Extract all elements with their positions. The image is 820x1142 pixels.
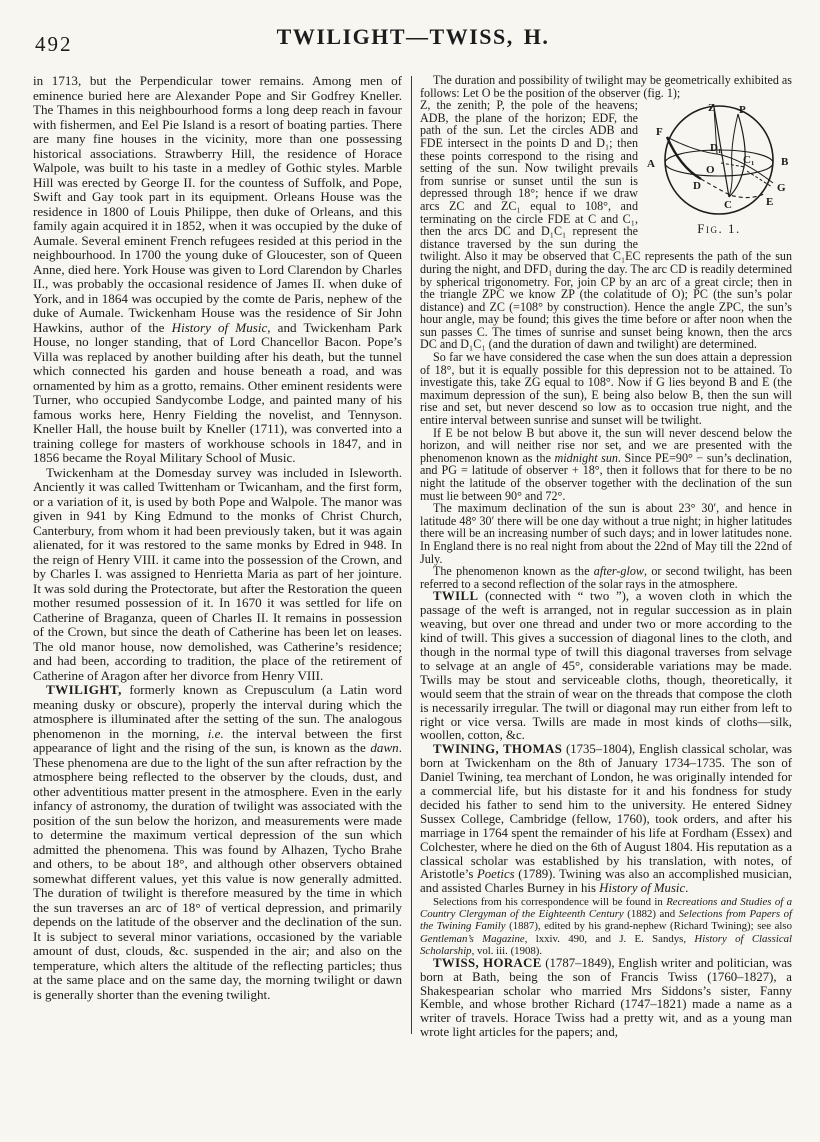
italic-text: History of Music bbox=[171, 319, 268, 335]
text-run: If E be not below B but above it, the sun will never descend below the horizon, and will neither rise nor set, and we are presented with the phenomenon known as the bbox=[420, 425, 792, 465]
fig-label-f: F bbox=[656, 126, 663, 139]
paragraph bbox=[420, 565, 792, 590]
fig-label-g: G bbox=[777, 182, 786, 195]
paragraph bbox=[420, 351, 792, 427]
paragraph bbox=[420, 74, 792, 99]
page-header bbox=[33, 24, 793, 64]
paragraph bbox=[33, 683, 402, 1002]
paragraph bbox=[420, 502, 792, 565]
page-title: TWILIGHT—TWISS, H. bbox=[276, 24, 550, 49]
text-run: . Since PE=90° − sun’s declination, and PG = latitude of observer + 18°, then it follows that for there to be no night the latitude of the observer together with the declination of the sun must lie between 90° and 72°. bbox=[420, 450, 792, 503]
paragraph bbox=[420, 427, 792, 503]
italic-text: Poetics bbox=[476, 867, 515, 882]
text-run: The duration and possibility of twilight may be geometrically exhibited as follows: Let O be the position of the observer (fig. 1); bbox=[420, 73, 792, 100]
entry-headword: TWILIGHT, bbox=[46, 682, 122, 697]
twilight-sphere-diagram-icon bbox=[646, 101, 792, 217]
italic-text: Selections from Papers of the Twining Family bbox=[420, 908, 792, 933]
text-run: . These phenomena are due to the light of the sun after refraction by the atmosphere being reflected to the observer by the clouds, dust, and other adventitious matter present in the atmosphere. Even in the early infancy of astronomy, the duration of twilight was associated with the position of the sun below the horizon, and measurements were made to determine the maximum vertical depression of the sun which admitted the phenomena. This was found by Alhazen, Tycho Brahe and others, to be about 18°, and although other observers obtained somewhat different values, yet this value is now generally admitted. The duration of twilight is therefore measured by the time in which the sun traverses an arc of 18° of vertical depression, and primarily depends on the latitude of the observer and the declination of the sun. It is subject to several minor variations, occasioned by the variable amount of dust, clouds, &c. suspended in the air; and also on the temperature, which alters the altitude of the reflecting particles; thus at the same place and on the same day, the morning twilight or dawn is generally shorter than the evening twilight. bbox=[33, 740, 402, 1002]
fig-label-e: E bbox=[766, 196, 774, 209]
text-run: (1882) and bbox=[623, 908, 679, 921]
paragraph bbox=[420, 590, 792, 743]
fig-label-d: D bbox=[693, 180, 701, 193]
text-run: Selections from his correspondence will be found in bbox=[433, 896, 667, 909]
text-run: (1887), edited by his grand-nephew (Richard Twining); see also bbox=[505, 920, 792, 933]
paragraph bbox=[33, 74, 402, 466]
figure-caption: Fig. 1. bbox=[697, 221, 741, 237]
text-run: , and Twickenham Park House, no longer standing, that of Lord Chancellor Bacon. Pope’s Villa was replaced by another building after his death, but the tunnel which connected his garden and house beneath a road, and was ornamented by him as a grotto, remains. Other eminent residents were Turner, who occupied Sandycombe Lodge, and painted many of his famous works here, Henry Fielding the novelist, and Tennyson. Kneller Hall, the house built by Kneller (1711), was converted into a training college for masters of workhouse schools in 1847, and in 1856 became the Royal Military School of Music. bbox=[33, 319, 402, 465]
text-run: (1789). Twining was also an accomplished musician, and assisted Charles Burney in his bbox=[420, 867, 792, 896]
italic-text: i.e. bbox=[207, 725, 224, 741]
italic-text: Recreations and Studies of a Country Clergyman of the Eighteenth Century bbox=[420, 896, 792, 921]
paragraph bbox=[420, 957, 792, 1040]
right-column bbox=[420, 74, 792, 1040]
text-run: Z, the zenith; P, the pole of the heavens; ADB, the plane of the horizon; EDF, the path of the sun. Let the circles ADB and FDE intersect in the points D and D₁; then these points correspond to the rising and setting of the sun. Now twilight prevails from sunrise or sunset until the sun is depressed through 18°; hence if we draw arcs ZC and ZC₁ equal to 108°, and terminating on the circle FDE at C and C₁, then the arcs DC and D₁C₁ represent the distance traversed by the sun during the twilight. Also it may be observed that C₁EC represents the path of the sun during the night, and DFD₁ during the day. The arc CD is readily determined by spherical trigonometry. For, join CP by an arc of a great circle; then in the triangle ZPC we know ZP (the colatitude of O); PC (the sun’s polar distance) and ZC (=108° by construction). Hence the angle ZPC, the sun’s hour angle, may be found; this gives the time before or after noon when the sun passes C. The times of sunrise and sunset being known, then the arcs DC and D₁C₁ (and the duration of dawn and twilight) are determined. bbox=[420, 98, 792, 352]
text-run: The phenomenon known as the bbox=[433, 564, 594, 579]
text-run: formerly known as Crepusculum (a Latin word meaning dusky or obscure), properly the interval during which the atmosphere is illuminated after the setting of the sun. The analogous phenomenon in the morning, bbox=[33, 682, 402, 741]
text-run: . bbox=[685, 881, 689, 896]
text-run: (connected with “ two ”), a woven cloth in which the passage of the weft is arranged, not in regular succession as in plain weaving, but over one thread and under two or more according to the kind of twill. This gives a succession of diagonal lines to the cloth, and though in the normal type of twill this diagonal traverses from selvage to selvage at an angle of 45°, considerable variations may be made. Twills may be stout and serviceable cloths, though, theoretically, it would seem that the strain of wear on the threads that compose the cloth is necessarily irregular. The twill or diagonal may run either from left to right or vice versa. Twills are made in most kinds of cloths—silk, woollen, cotton, &c. bbox=[420, 589, 792, 743]
fig-label-p: P bbox=[739, 104, 746, 117]
italic-text: History of Classical Scholarship bbox=[420, 932, 793, 957]
italic-text: midnight sun bbox=[554, 450, 618, 465]
text-run: in 1713, but the Perpendicular tower remains. Among men of eminence buried here are Alexander Pope and Sir Godfrey Kneller. The Thames in this neighbourhood forms a long deep reach in favour with fishermen, and Eel Pie Island is a resort of boating parties. There are many fine houses in the vicinity, more than one possessing historical associations. Strawberry Hill, the residence of Horace Walpole, was built to his taste in a medley of Gothic styles. Marble Hill was erected by George II. for the countess of Suffolk, and Pope, Swift and Gay took part in its equipment. Orleans House was the residence in 1800 of Louis Philippe, then duke of Orleans, and this family again acquired it in 1852, when it was occupied by the duke of Aumale. Several eminent French refugees resided at this period in the neighbourhood. In 1700 the young duke of Gloucester, son of Queen Anne, died here. York House was given to Lord Clarendon by Charles II., was probably the occasional residence of James II. when duke of York, and in 1864 was occupied by the comte de Paris, nephew of the duke of Aumale. Twickenham House was the residence of Sir John Hawkins, author of the bbox=[33, 73, 402, 335]
text-run: the interval between the first appearance of light and the rising of the sun, is known as the bbox=[33, 725, 402, 755]
text-run: , or second twilight, has been referred to a second reflection of the solar rays in the atmosphere. bbox=[420, 564, 792, 591]
text-run: Twickenham at the Domesday survey was included in Isleworth. Anciently it was called Twittenham or Twicanham, and the first form, or a variation of it, is used by both Pope and Walpole. The manor was given in 941 by King Edmund to the monks of Christ Church, Canterbury, from whom it had been previously taken, but it was again alienated, for it was restored to the same monks by Edred in 948. In the reign of Henry VIII. it came into the possession of the Crown, and by Charles I. was assigned to Henrietta Maria as part of her jointure. It was sold during the Protectorate, but after the Restoration the queen mother resumed possession of it. In 1670 it was settled for life on Catherine of Braganza, queen of Charles II. It remains in possession of the Crown, but since the death of Catherine has been let on leases. The old manor house, now demolished, was Catherine’s residence; and had been, according to tradition, the place of the retirement of Catherine of Aragon after her divorce from Henry VIII. bbox=[33, 464, 402, 683]
column-divider-rule bbox=[411, 76, 412, 1034]
italic-text: Gentleman’s Magazine bbox=[420, 932, 525, 945]
fig-label-a: A bbox=[647, 158, 655, 171]
fig-label-c1: C₁ bbox=[743, 154, 755, 167]
text-run: The maximum declination of the sun is about 23° 30′, and hence in latitude 48° 30′ there will be one day without a true night; in higher latitudes there will be an increasing number of such days; and in lower latitudes none. In England there is no real night from about the 22nd of May till the 22nd of July. bbox=[420, 501, 792, 566]
twilight-figure bbox=[646, 101, 792, 237]
left-column bbox=[33, 74, 402, 1040]
text-run: , lxxiv. 490, and J. E. Sandys, bbox=[524, 932, 695, 945]
page-number: 492 bbox=[35, 32, 73, 56]
entry-headword: TWINING, THOMAS bbox=[433, 742, 563, 757]
text-run: , vol. iii. (1908). bbox=[471, 944, 543, 957]
fig-label-b: B bbox=[781, 156, 789, 169]
italic-text: after-glow bbox=[593, 564, 644, 579]
two-column-layout bbox=[33, 74, 793, 1040]
entry-headword: TWISS, HORACE bbox=[433, 955, 542, 970]
paragraph bbox=[420, 896, 792, 956]
fig-label-d1: D₁ bbox=[710, 142, 722, 155]
paragraph bbox=[33, 466, 402, 684]
text-run: (1787–1849), English writer and politician, was born at Bath, being the son of Francis Twiss (1760–1827), a Shakespearian scholar who married Mrs Siddons’s sister, Fanny Kemble, and whose brother Richard (1747–1821) made a name as a writer of travels. Horace Twiss had a pretty wit, and as a young man wrote light articles for the papers; and, bbox=[420, 955, 792, 1040]
text-run: (1735–1804), English classical scholar, was born at Twickenham on the 8th of January 1734–1735. The son of Daniel Twining, tea merchant of London, he was originally intended for a commercial life, but his distaste for it and his fondness for study decided his father to send him to the university. He entered Sidney Sussex College, Cambridge (fellow, 1760), took orders, and after his marriage in 1764 spent the remainder of his life at Fordham (Essex) and Colchester, where he died on the 6th of August 1804. His reputation as a classical scholar was established by his translation, with notes, of Aristotle’s bbox=[420, 742, 792, 882]
text-run: So far we have considered the case when the sun does attain a depression of 18°, but it is equally possible for this depression not to be attained. To investigate this, take ZG equal to 108°. Now if G lies beyond B and E (the maximum depression of the sun), E being also below B, then the sun will rise and set, but never descend so low as to occasion true night, and the entire interval between sunrise and sunset will be twilight. bbox=[420, 350, 792, 428]
fig-label-o: O bbox=[706, 164, 715, 177]
fig-label-c: C bbox=[724, 199, 732, 212]
italic-text: History of Music bbox=[599, 881, 686, 896]
entry-headword: TWILL bbox=[433, 589, 479, 604]
paragraph bbox=[420, 743, 792, 896]
fig-label-z: Z bbox=[708, 102, 716, 115]
italic-text: dawn bbox=[370, 740, 399, 755]
